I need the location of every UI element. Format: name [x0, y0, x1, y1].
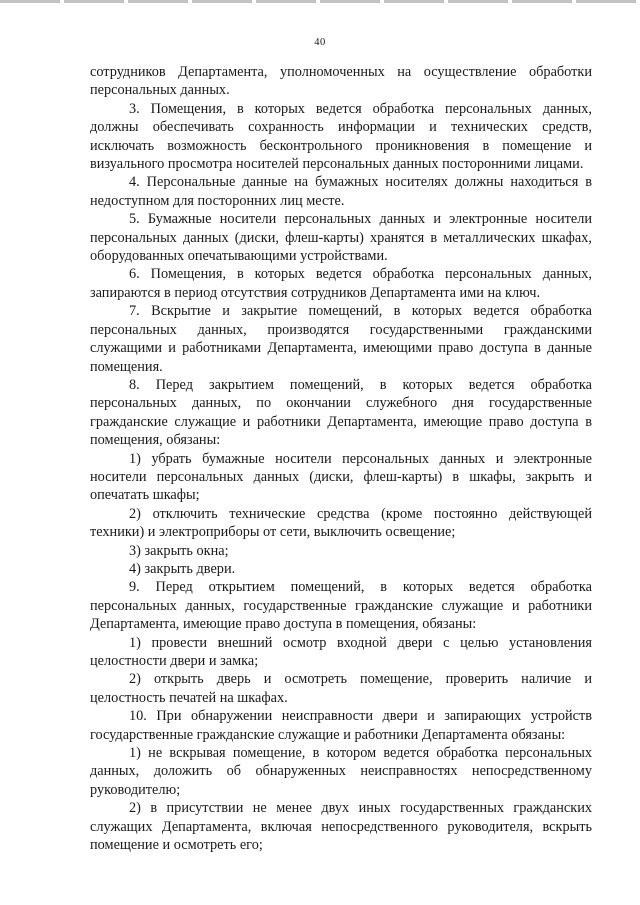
paragraph: 10. При обнаружении неисправности двери и запирающих устройств государственные гражданские служащие и работники Департамента обязаны:	[90, 708, 592, 743]
paragraph: 8. Перед закрытием помещений, в которых ведется обработка персональных данных, по окончании служебного дня государственные гражданские служащие и работники Департамента, имеющие право доступа в помещения, обязаны:	[90, 376, 592, 449]
paragraph: 2) отключить технические средства (кроме постоянно действующей техники) и электроприборы от сети, выключить освещение;	[90, 505, 592, 541]
paragraph: 5. Бумажные носители персональных данных и электронные носители персональных данных (диски, флеш-карты) хранятся в металлических шкафах, оборудованных опечатывающими устройствами.	[90, 211, 592, 265]
paragraph: 2) открыть дверь и осмотреть помещение, проверить наличие и целостность печатей на шкафах.	[90, 671, 592, 706]
paragraph: 4. Персональные данные на бумажных носителях должны находиться в недоступном для посторонних лиц месте.	[90, 174, 592, 209]
paragraph: 2) в присутствии не менее двух иных государственных гражданских служащих Департамента, включая непосредственного руководителя, вскрыть помещение и осмотреть его;	[90, 800, 592, 854]
paragraph: 7. Вскрытие и закрытие помещений, в которых ведется обработка персональных данных, производятся государственными гражданскими служащими и работниками Департамента, имеющими право доступа в данные помещения.	[90, 303, 592, 375]
paragraph: 3. Помещения, в которых ведется обработка персональных данных, должны обеспечивать сохранность информации и технических средств, исключать возможность бесконтрольного проникновения в помещение и визуального просмотра носителей персональных данных посторонними лицами.	[90, 100, 592, 173]
page-number: 40	[314, 37, 326, 48]
paragraph: 1) не вскрывая помещение, в котором ведется обработка персональных данных, доложить об обнаруженных неисправностях непосредственному руководителю;	[90, 745, 592, 798]
document-body	[90, 63, 592, 854]
paragraph: 6. Помещения, в которых ведется обработка персональных данных, запираются в период отсутствия сотрудников Департамента ими на ключ.	[90, 266, 592, 301]
paragraph: 4) закрыть двери.	[129, 560, 236, 577]
paragraph: 9. Перед открытием помещений, в которых ведется обработка персональных данных, государственные гражданские служащие и работники Департамента, имеющие право доступа в помещения, обязаны:	[90, 579, 592, 633]
paragraph: 1) провести внешний осмотр входной двери с целью установления целостности двери и замка;	[90, 634, 592, 669]
scan-top-edge	[0, 0, 640, 3]
paragraph: сотрудников Департамента, уполномоченных на осуществление обработки персональных данных.	[90, 64, 592, 99]
paragraph: 1) убрать бумажные носители персональных данных и электронные носители персональных данных (диски, флеш-карты) в шкафы, закрыть и опечатать шкафы;	[90, 450, 592, 504]
paragraph: 3) закрыть окна;	[129, 542, 229, 559]
